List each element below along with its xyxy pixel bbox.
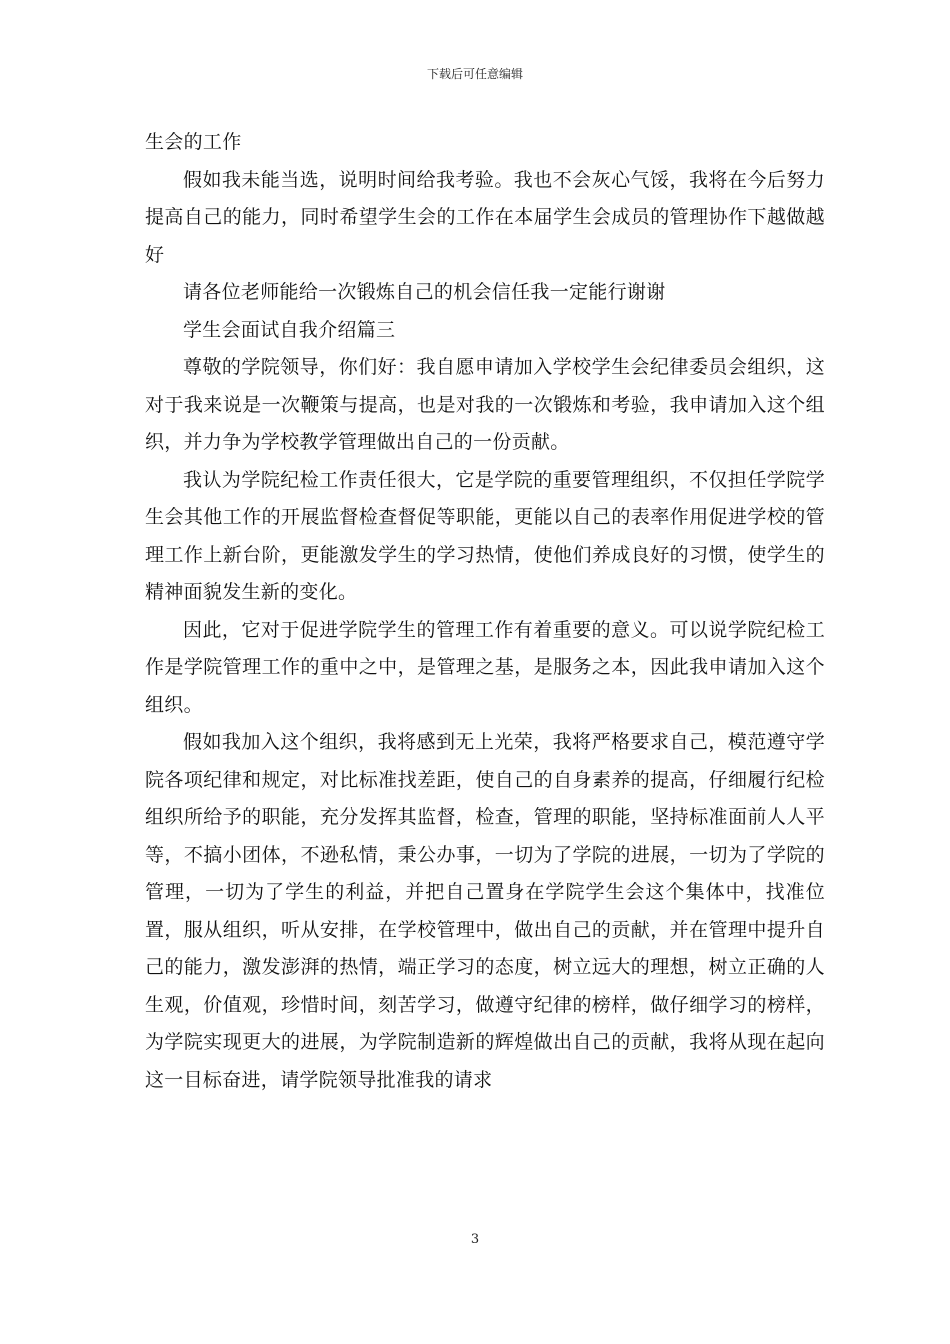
paragraph: 因此，它对于促进学院学生的管理工作有着重要的意义。可以说学院纪检工作是学院管理工作的重中之中，是管理之基，是服务之本，因此我申请加入这个组织。	[145, 618, 825, 716]
paragraph: 假如我加入这个组织，我将感到无上光荣，我将严格要求自己，模范遵守学院各项纪律和规定，对比标准找差距，使自己的自身素养的提高，仔细履行纪检组织所给予的职能，充分发挥其监督，检查，管理的职能，坚持标准面前人人平等，不搞小团体，不逊私情，秉公办事，一切为了学院的进展，一切为了学院的管理，一切为了学生的利益，并把自己置身在学院学生会这个集体中，找准位置，服从组织，听从安排，在学校管理中，做出自己的贡献，并在管理中提升自己的能力，激发澎湃的热情，端正学习的态度，树立远大的理想，树立正确的人生观，价值观，珍惜时间，刻苦学习，做遵守纪律的榜样，做仔细学习的榜样，为学院实现更大的进展，为学院制造新的辉煌做出自己的贡献，我将从现在起向这一目标奋进，请学院领导批准我的请求	[145, 731, 825, 1091]
paragraph: 尊敬的学院领导，你们好：我自愿申请加入学校学生会纪律委员会组织，这对于我来说是一次鞭策与提高，也是对我的一次锻炼和考验，我申请加入这个组织，并力争为学校教学管理做出自己的一份贡献。	[145, 356, 825, 453]
paragraph: 假如我未能当选，说明时间给我考验。我也不会灰心气馁，我将在今后努力提高自己的能力，同时希望学生会的工作在本届学生会成员的管理协作下越做越好	[145, 168, 825, 266]
paragraph: 生会的工作	[145, 131, 242, 153]
paragraph: 请各位老师能给一次锻炼自己的机会信任我一定能行谢谢	[183, 281, 666, 303]
page-number: 3	[470, 1232, 480, 1247]
document-body	[145, 124, 825, 1099]
page-header: 下载后可任意编辑	[426, 67, 523, 81]
section-heading: 学生会面试自我介绍篇三	[183, 318, 396, 341]
paragraph: 我认为学院纪检工作责任很大，它是学院的重要管理组织，不仅担任学院学生会其他工作的开展监督检查督促等职能，更能以自己的表率作用促进学校的管理工作上新台阶，更能激发学生的学习热情，使他们养成良好的习惯，使学生的精神面貌发生新的变化。	[145, 468, 825, 603]
